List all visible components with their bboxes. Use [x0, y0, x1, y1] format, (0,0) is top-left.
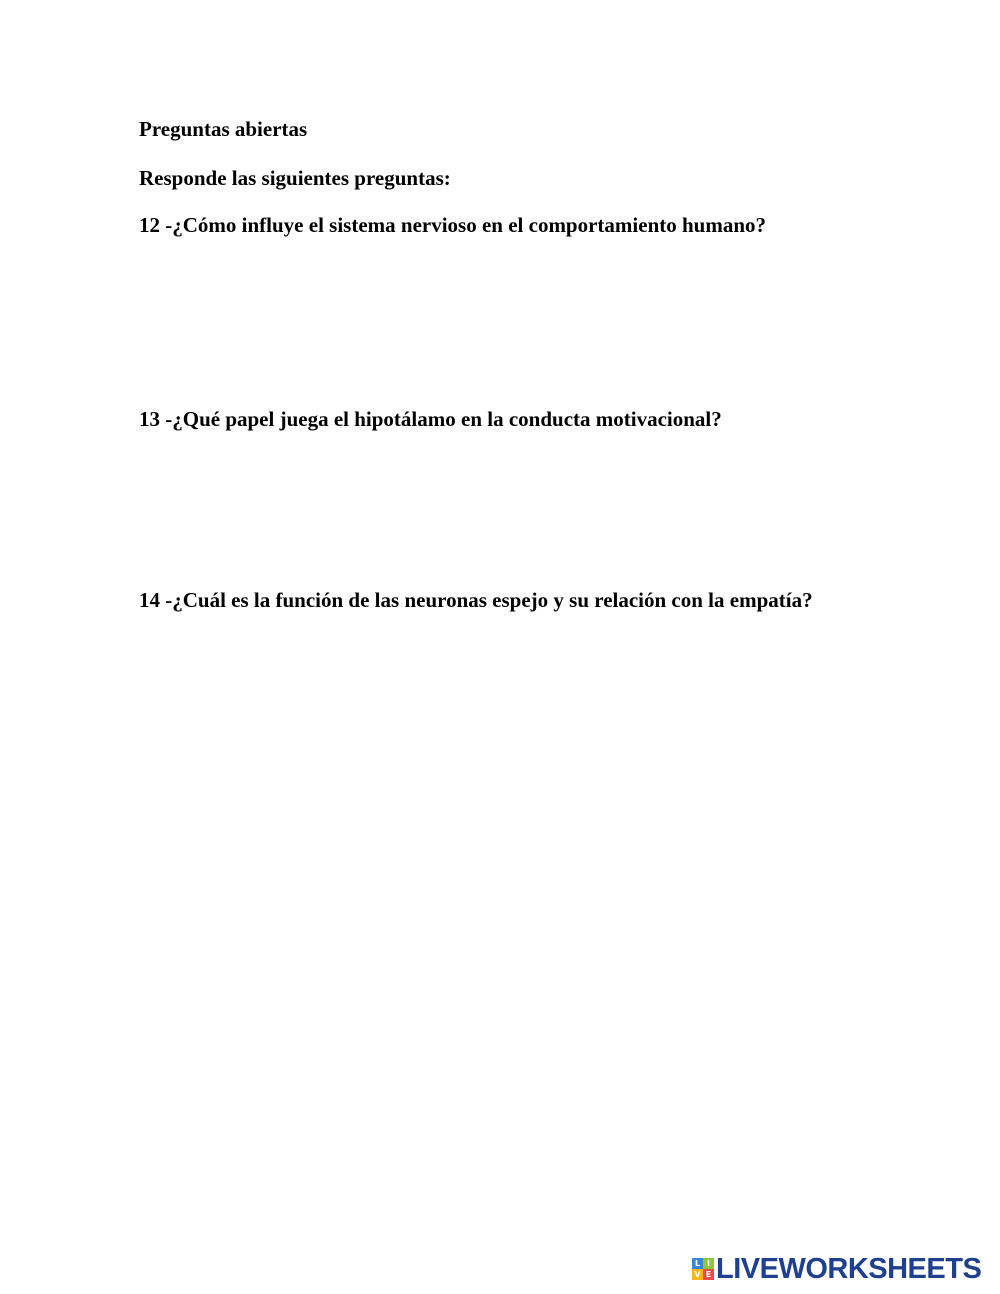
logo-mark-l: L — [692, 1258, 703, 1269]
liveworksheets-logo-icon — [692, 1258, 714, 1280]
question-12: 12 -¿Cómo influye el sistema nervioso en el comportamiento humano? — [139, 213, 767, 237]
instruction-text: Responde las siguientes preguntas: — [139, 166, 451, 190]
logo-mark-e: E — [703, 1269, 714, 1280]
liveworksheets-logo — [692, 1255, 981, 1283]
question-13: 13 -¿Qué papel juega el hipotálamo en la conducta motivacional? — [139, 407, 722, 431]
section-heading: Preguntas abiertas — [139, 117, 308, 141]
logo-mark-i: I — [703, 1258, 714, 1269]
question-14: 14 -¿Cuál es la función de las neuronas espejo y su relación con la empatía? — [139, 588, 813, 612]
logo-mark-v: V — [692, 1269, 703, 1280]
logo-text: LIVEWORKSHEETS — [716, 1253, 982, 1285]
